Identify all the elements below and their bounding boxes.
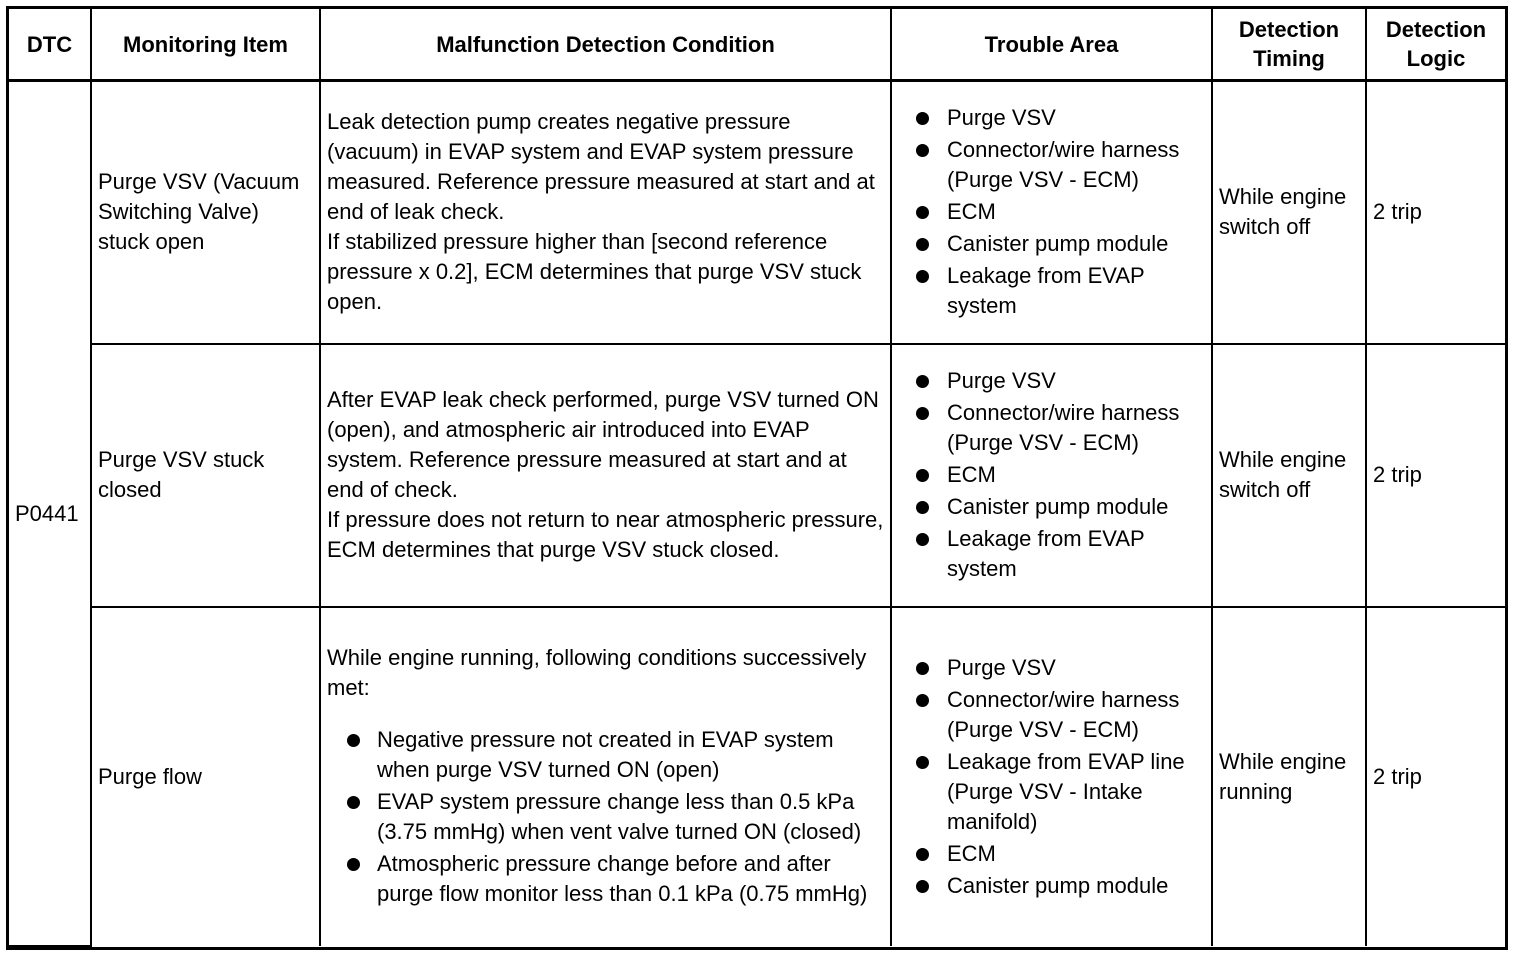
- detection-logic: 2 trip: [1366, 81, 1505, 344]
- condition-paragraph: After EVAP leak check performed, purge VSV turned ON (open), and atmospheric air introduced into EVAP system. Reference pressure measured at start and at end of check.: [327, 387, 879, 502]
- malfunction-condition: [320, 81, 891, 344]
- condition-paragraph: Leak detection pump creates negative pressure (vacuum) in EVAP system and EVAP system pressure measured. Reference pressure measured at start and at end of leak check.: [327, 109, 875, 225]
- malfunction-condition: [320, 344, 891, 607]
- dtc-code: P0441: [9, 81, 91, 947]
- condition-paragraph: If pressure does not return to near atmospheric pressure, ECM determines that purge VSV stuck closed.: [327, 507, 884, 562]
- header-row: [9, 9, 1505, 81]
- detection-timing: While engine running: [1212, 607, 1366, 947]
- trouble-area: [891, 81, 1212, 344]
- trouble-area: [891, 344, 1212, 607]
- list-item: Canister pump module: [898, 229, 1205, 259]
- list-item: ECM: [898, 197, 1205, 227]
- list-item: Connector/wire harness (Purge VSV - ECM): [898, 398, 1205, 458]
- detection-logic: 2 trip: [1366, 344, 1505, 607]
- header-trouble-area: Trouble Area: [891, 9, 1212, 81]
- header-malfunction-condition: Malfunction Detection Condition: [320, 9, 891, 81]
- condition-list: [327, 725, 884, 909]
- list-item: Canister pump module: [898, 871, 1205, 901]
- list-item: Purge VSV: [898, 103, 1205, 133]
- malfunction-condition: [320, 607, 891, 947]
- trouble-area-list: [898, 653, 1205, 901]
- monitoring-item: Purge VSV stuck closed: [91, 344, 320, 607]
- list-item: Purge VSV: [898, 653, 1205, 683]
- header-monitoring-item: Monitoring Item: [91, 9, 320, 81]
- header-detection-timing: Detection Timing: [1212, 9, 1366, 81]
- list-item: Purge VSV: [898, 366, 1205, 396]
- trouble-area: [891, 607, 1212, 947]
- list-item: Atmospheric pressure change before and after purge flow monitor less than 0.1 kPa (0.75 mmHg): [332, 849, 884, 909]
- trouble-area-list: [898, 103, 1205, 321]
- condition-paragraph: If stabilized pressure higher than [second reference pressure x 0.2], ECM determines that purge VSV stuck open.: [327, 229, 862, 315]
- monitoring-item: Purge VSV (Vacuum Switching Valve) stuck open: [91, 81, 320, 344]
- list-item: Connector/wire harness (Purge VSV - ECM): [898, 685, 1205, 745]
- detection-timing: While engine switch off: [1212, 344, 1366, 607]
- list-item: ECM: [898, 839, 1205, 869]
- header-dtc: DTC: [9, 9, 91, 81]
- list-item: Leakage from EVAP system: [898, 524, 1205, 584]
- list-item: Canister pump module: [898, 492, 1205, 522]
- list-item: EVAP system pressure change less than 0.5 kPa (3.75 mmHg) when vent valve turned ON (closed): [332, 787, 884, 847]
- list-item: Leakage from EVAP line (Purge VSV - Intake manifold): [898, 747, 1205, 837]
- header-detection-logic: Detection Logic: [1366, 9, 1505, 81]
- table-row: [9, 81, 1505, 344]
- table-row: [9, 607, 1505, 947]
- dtc-table-container: [6, 6, 1508, 950]
- list-item: Leakage from EVAP system: [898, 261, 1205, 321]
- list-item: Connector/wire harness (Purge VSV - ECM): [898, 135, 1205, 195]
- monitoring-item: Purge flow: [91, 607, 320, 947]
- list-item: Negative pressure not created in EVAP system when purge VSV turned ON (open): [332, 725, 884, 785]
- list-item: ECM: [898, 460, 1205, 490]
- trouble-area-list: [898, 366, 1205, 584]
- table-row: [9, 344, 1505, 607]
- detection-logic: 2 trip: [1366, 607, 1505, 947]
- dtc-table: [9, 9, 1505, 947]
- condition-intro: While engine running, following conditions successively met:: [327, 644, 867, 700]
- detection-timing: While engine switch off: [1212, 81, 1366, 344]
